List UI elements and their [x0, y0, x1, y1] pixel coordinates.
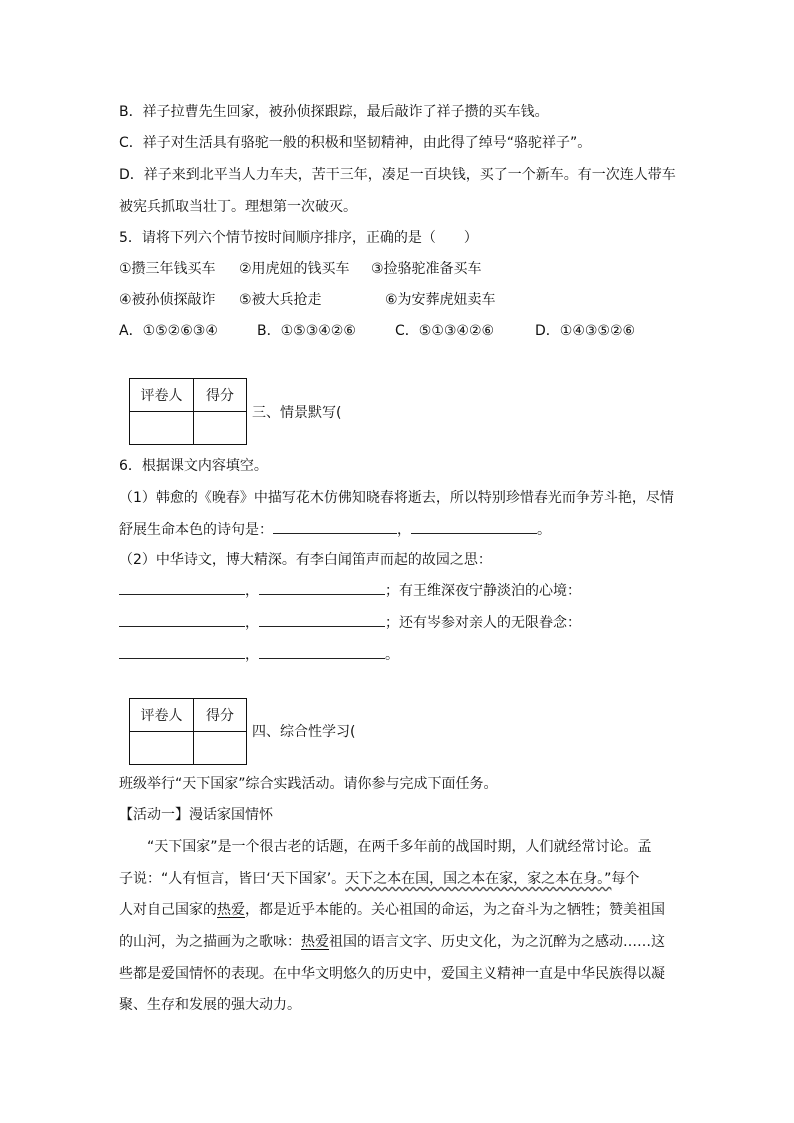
question-6-part1-line1: （1）韩愈的《晚春》中描写花木仿佛知晓春将逝去，所以特别珍惜春光而争芳斗艳，尽情: [119, 490, 674, 506]
score-cell[interactable]: [194, 732, 247, 765]
plot-item-4: ④被孙侦探敲诈: [119, 292, 216, 308]
passage-line-5: 些都是爱国情怀的表现。在中华文明悠久的历史中，爱国主义精神一直是中华民族得以凝: [119, 966, 665, 982]
comma: ，: [245, 647, 259, 663]
part2-blanks-row3: [119, 644, 399, 665]
answer-option-d: D．①④③⑤②⑥: [535, 323, 636, 339]
passage-text: 祖国的语言文字、历史文化，为之沉醉为之感动……这: [329, 934, 665, 950]
passage-line-1: “天下国家”是一个很古老的话题，在两千多年前的战国时期，人们就经常讨论。孟: [147, 839, 652, 855]
comma: ，: [245, 615, 259, 631]
wang-wei-prompt: ；有王维深夜宁静淡泊的心境：: [385, 583, 581, 599]
answer-blank-8[interactable]: [259, 644, 385, 659]
question-6-part2: （2）中华诗文，博大精深。有李白闻笛声而起的故园之思：: [119, 552, 492, 568]
answer-option-a: A．①⑤②⑥③④: [119, 323, 218, 339]
section-3-title: 三、情景默写(: [252, 405, 342, 421]
part2-blanks-row1: [119, 580, 581, 601]
reviewer-label: 评卷人: [130, 379, 194, 412]
question-5-items-row2: [119, 290, 496, 310]
period: 。: [385, 647, 399, 663]
option-d-line1: D．祥子来到北平当人力车夫，苦干三年，凑足一百块钱，买了一个新车。有一次连人带车: [119, 167, 676, 183]
comma: ，: [397, 522, 411, 538]
answer-blank-6[interactable]: [259, 612, 385, 627]
passage-text: 子说：“人有恒言，皆曰‘天下国家’。: [119, 871, 346, 887]
answer-option-c: C．⑤①③④②⑥: [395, 323, 495, 339]
plot-item-5: ⑤被大兵抢走: [239, 292, 322, 308]
passage-line-4: [119, 932, 665, 952]
question-6-part1-line2: [119, 519, 551, 540]
question-5-options: [119, 321, 635, 341]
score-box-section4: [129, 698, 247, 765]
plot-item-3: ③捡骆驼准备买车: [371, 261, 482, 277]
passage-line-6: 聚、生存和发展的强大动力。: [119, 997, 301, 1013]
reviewer-cell[interactable]: [130, 412, 194, 445]
score-label: 得分: [194, 699, 247, 732]
option-c: C．祥子对生活具有骆驼一般的积极和坚韧精神，由此得了绰号“骆驼祥子”。: [119, 135, 592, 151]
passage-line-2: [119, 869, 639, 889]
passage-text: 的山河，为之描画为之歌咏：: [119, 934, 301, 950]
reviewer-cell[interactable]: [130, 732, 194, 765]
passage-line-3: [119, 900, 665, 920]
answer-blank-5[interactable]: [119, 612, 245, 627]
answer-blank-1[interactable]: [273, 519, 397, 534]
score-cell[interactable]: [194, 412, 247, 445]
question-6-stem: 6．根据课文内容填空。: [119, 458, 268, 474]
passage-text: 每个: [611, 871, 640, 887]
comma: ，: [245, 583, 259, 599]
underlined-word: 热爱: [301, 934, 329, 950]
answer-blank-3[interactable]: [119, 580, 245, 595]
plot-item-1: ①攒三年钱买车: [119, 261, 216, 277]
plot-item-6: ⑥为安葬虎妞卖车: [385, 292, 496, 308]
question-5-stem: 5．请将下列六个情节按时间顺序排序，正确的是（ ）: [119, 230, 478, 246]
underlined-word: 热爱: [217, 902, 245, 918]
reviewer-label: 评卷人: [130, 699, 194, 732]
question-5-items-row1: [119, 259, 482, 279]
answer-option-b: B．①⑤③④②⑥: [257, 323, 356, 339]
score-label: 得分: [194, 379, 247, 412]
cen-shen-prompt: ；还有岑参对亲人的无限眷念：: [385, 615, 581, 631]
answer-blank-4[interactable]: [259, 580, 385, 595]
wavy-underlined-quote: 天下之本在国，国之本在家，家之本在身。”: [345, 871, 612, 887]
passage-text: 人对自己国家的: [119, 902, 217, 918]
section-4-intro: 班级举行“天下国家”综合实践活动。请你参与完成下面任务。: [119, 776, 498, 792]
score-box-section3: [129, 378, 247, 445]
part1-prompt: 舒展生命本色的诗句是：: [119, 522, 273, 538]
plot-item-2: ②用虎妞的钱买车: [239, 261, 350, 277]
answer-blank-2[interactable]: [411, 519, 537, 534]
period: 。: [537, 522, 551, 538]
option-d-line2: 被宪兵抓取当壮丁。理想第一次破灭。: [119, 199, 357, 215]
section-4-title: 四、综合性学习(: [252, 724, 356, 740]
passage-text: ，都是近乎本能的。关心祖国的命运，为之奋斗为之牺牲；赞美祖国: [245, 902, 665, 918]
answer-blank-7[interactable]: [119, 644, 245, 659]
option-b: B．祥子拉曹先生回家，被孙侦探跟踪，最后敲诈了祥子攒的买车钱。: [119, 104, 549, 120]
activity-1-heading: 【活动一】漫话家国情怀: [119, 807, 273, 823]
part2-blanks-row2: [119, 612, 581, 633]
